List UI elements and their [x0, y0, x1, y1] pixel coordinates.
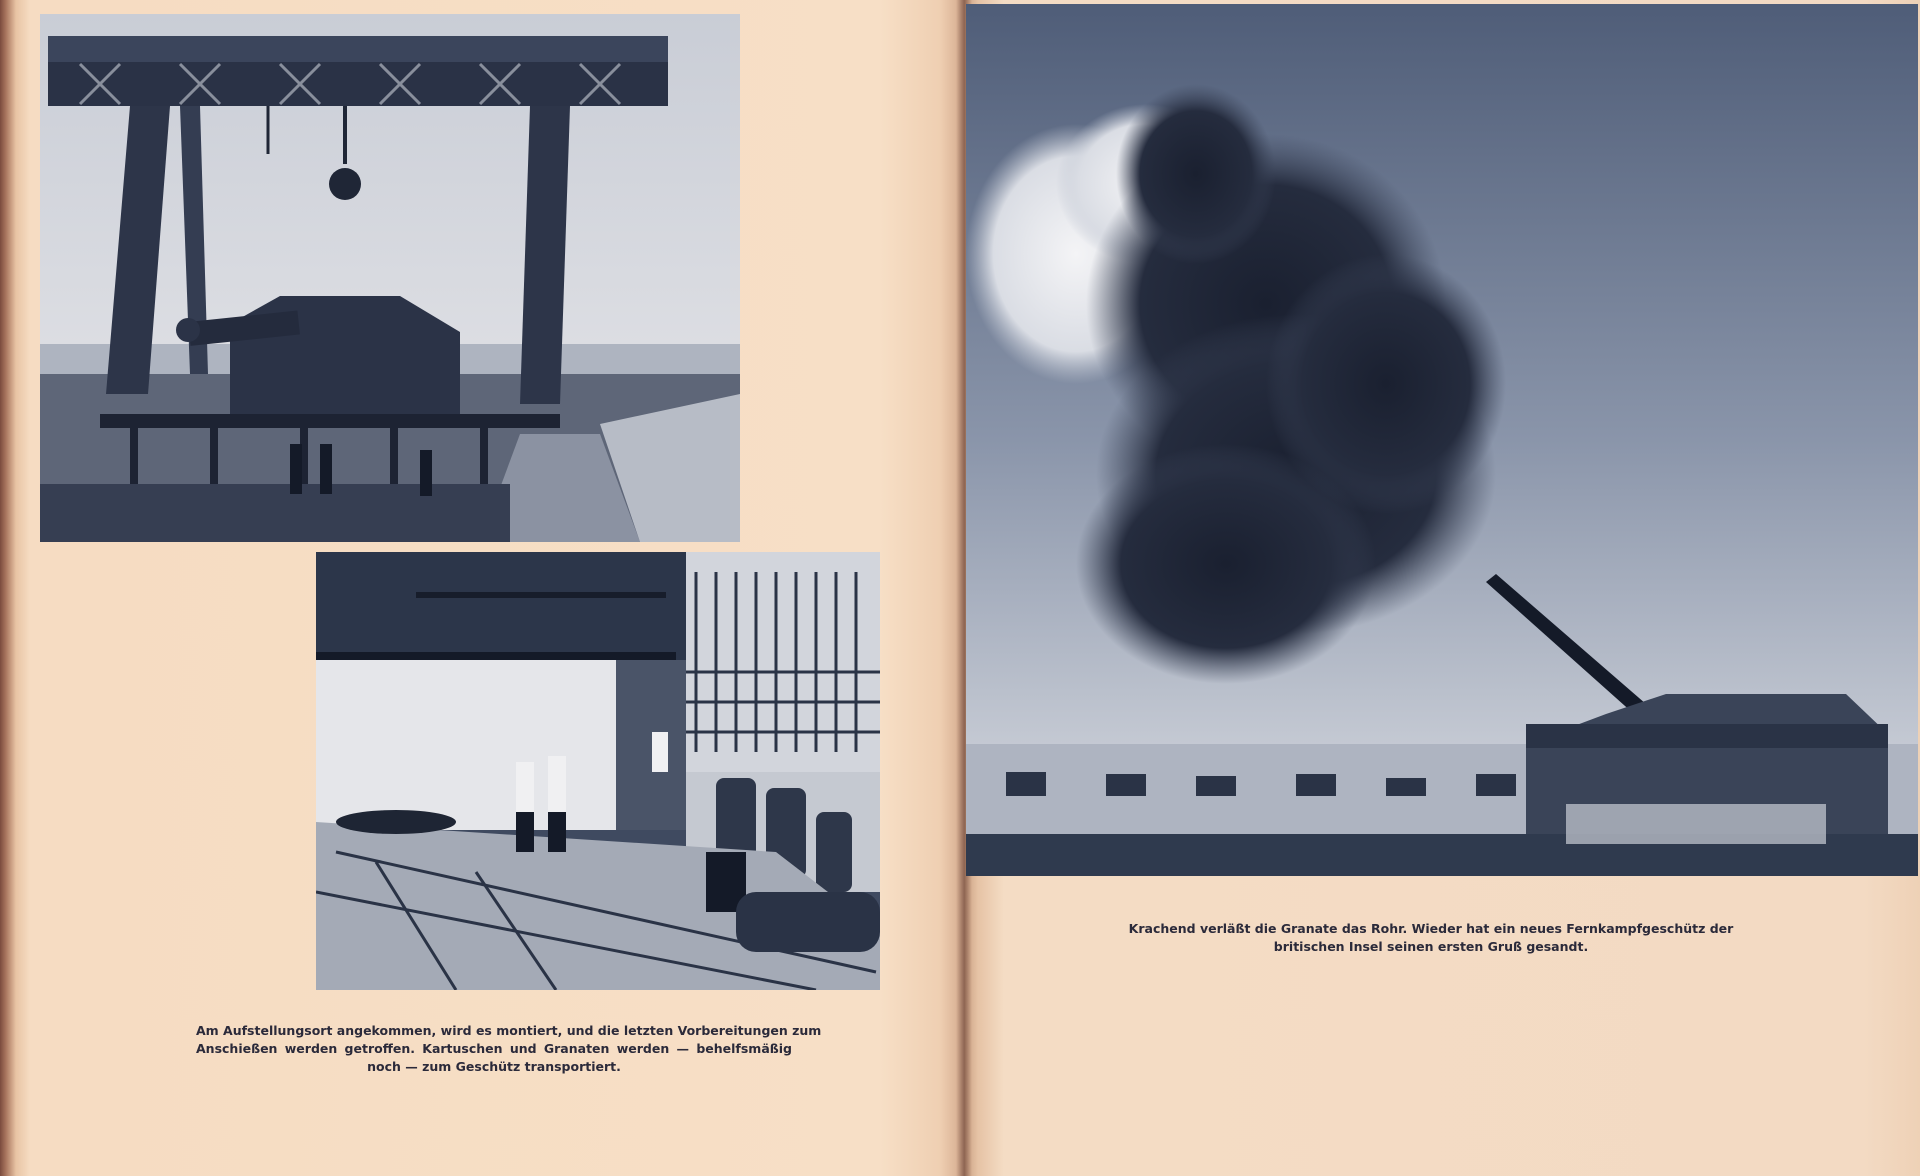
left-caption-line3: noch — zum Geschütz transportiert. [367, 1059, 621, 1074]
right-caption [1126, 920, 1736, 956]
left-caption [196, 1022, 822, 1076]
left-caption-line2: Anschießen werden getroffen. Kartuschen und Granaten werden — behelfsmäßig [196, 1041, 792, 1056]
crane-photo [40, 14, 740, 542]
right-caption-line2: britischen Insel seinen ersten Gruß gesandt. [1273, 939, 1589, 954]
left-caption-line1: Am Aufstellungsort angekommen, wird es montiert, und die letzten Vorbereitungen zum [196, 1023, 822, 1038]
gun-firing-photo [966, 4, 1918, 876]
workers-photo [316, 552, 880, 990]
right-caption-line1: Krachend verläßt die Granate das Rohr. Wieder hat ein neues Fernkampfgeschütz der [1128, 921, 1734, 936]
